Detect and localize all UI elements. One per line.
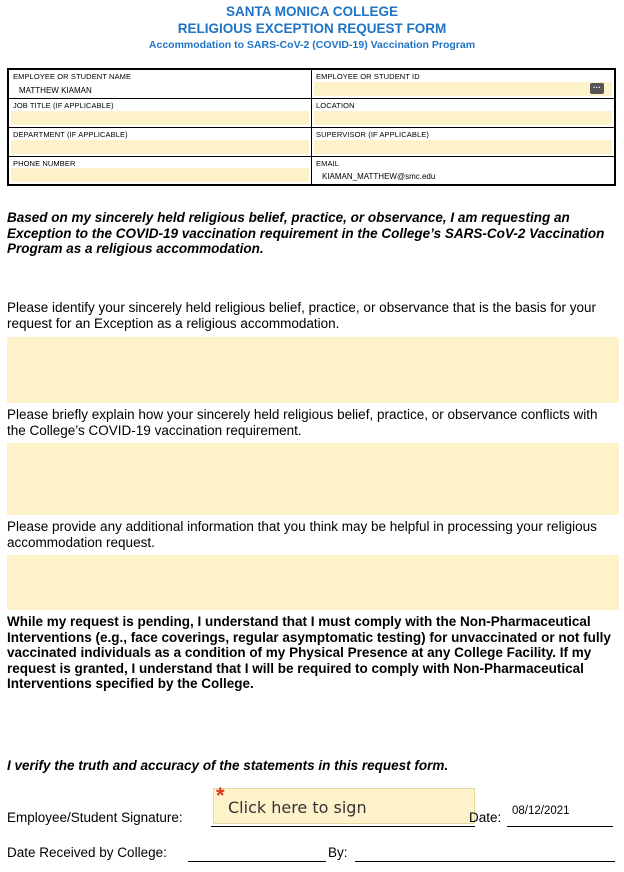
org-name: SANTA MONICA COLLEGE <box>226 4 398 19</box>
phone-cell <box>8 156 312 185</box>
signature-row <box>7 783 619 828</box>
id-cell <box>312 69 616 98</box>
verify-statement: I verify the truth and accuracy of the statements in this request form. <box>7 758 449 773</box>
phone-field[interactable] <box>11 168 309 182</box>
job-cell <box>8 98 312 127</box>
received-by-field[interactable] <box>355 861 615 862</box>
by-label: By: <box>328 845 348 860</box>
supervisor-label: SUPERVISOR (IF APPLICABLE) <box>316 129 429 139</box>
signature-line <box>211 826 475 827</box>
pending-statement: While my request is pending, I understand that I must comply with the Non-Pharmaceutical Interventions (e.g., face coverings, regular asymptomatic testing) for unvaccinated or not fully vaccinated individuals as a condition of my Physical Presence at any College Facility. If my request is granted, I understand that I will be required to comply with Non-Pharmaceutical Interventions specified by the College. <box>7 614 611 692</box>
additional-info-field[interactable] <box>7 555 619 610</box>
received-row <box>7 845 619 865</box>
sign-prompt: Click here to sign <box>228 798 367 817</box>
dept-field[interactable] <box>11 140 309 154</box>
location-cell <box>312 98 616 127</box>
sign-button[interactable] <box>213 783 475 824</box>
job-label: JOB TITLE (IF APPLICABLE) <box>13 100 114 110</box>
form-subtitle: Accommodation to SARS-CoV-2 (COVID-19) Vaccination Program <box>148 39 476 51</box>
supervisor-field[interactable] <box>314 140 612 154</box>
required-icon: * <box>216 783 225 808</box>
info-table <box>7 68 616 186</box>
conflict-answer-field[interactable] <box>7 443 619 515</box>
date-field[interactable]: 08/12/2021 <box>512 805 570 817</box>
dept-cell <box>8 127 312 156</box>
id-label: EMPLOYEE OR STUDENT ID <box>316 72 420 81</box>
received-date-field[interactable] <box>188 861 326 862</box>
signature-label: Employee/Student Signature: <box>7 810 183 825</box>
question-conflict: Please briefly explain how your sincerely held religious belief, practice, or observance conflicts with the College’s COVID-19 vaccination requirement. <box>7 407 598 438</box>
job-field[interactable] <box>11 111 309 125</box>
dept-label: DEPARTMENT (IF APPLICABLE) <box>13 129 128 139</box>
email-value: KIAMAN_MATTHEW@smc.edu <box>322 172 436 181</box>
location-label: LOCATION <box>316 100 355 110</box>
form-title: RELIGIOUS EXCEPTION REQUEST FORM <box>177 21 447 36</box>
intro-statement: Based on my sincerely held religious belief, practice, or observance, I am requesting an Exception to the COVID-19 vaccination requirement in the College’s SARS-CoV-2 Vaccination Program as a religious accommodation. <box>7 210 605 257</box>
id-field[interactable] <box>314 82 612 96</box>
date-label: Date: <box>469 810 502 825</box>
email-label: EMAIL <box>316 158 340 168</box>
supervisor-cell <box>312 127 616 156</box>
question-additional: Please provide any additional information that you think may be helpful in processing your religious accommodation request. <box>7 519 597 550</box>
location-field[interactable] <box>314 111 612 125</box>
belief-answer-field[interactable] <box>7 337 619 403</box>
name-label: EMPLOYEE OR STUDENT NAME <box>13 72 132 81</box>
email-cell <box>312 156 616 185</box>
name-cell <box>8 69 312 98</box>
question-belief: Please identify your sincerely held religious belief, practice, or observance that is the basis for your request for an Exception as a religious accommodation. <box>7 300 597 331</box>
date-line <box>507 826 613 827</box>
phone-label: PHONE NUMBER <box>13 158 76 168</box>
more-options-icon[interactable]: ··· <box>590 83 604 94</box>
name-value: MATTHEW KIAMAN <box>19 85 92 95</box>
received-label: Date Received by College: <box>7 845 167 860</box>
